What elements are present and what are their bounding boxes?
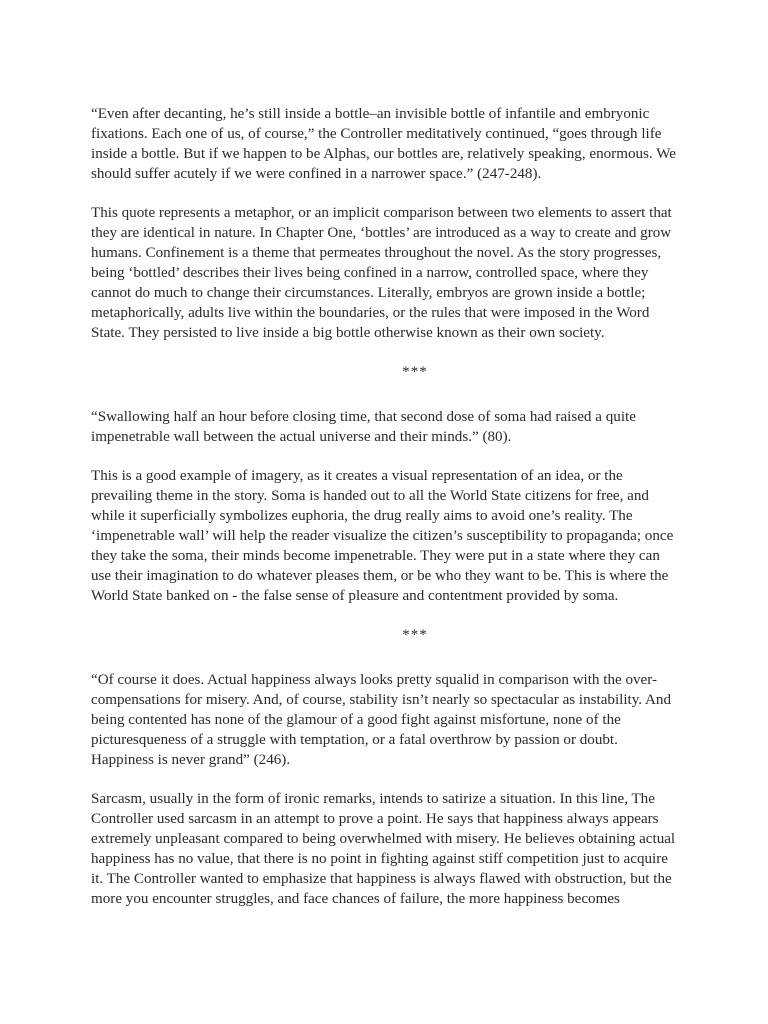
analysis-paragraph-2 bbox=[91, 466, 731, 606]
text-line: World State banked on - the false sense of pleasure and contentment provided by soma. bbox=[91, 588, 619, 604]
text-line: Sarcasm, usually in the form of ironic remarks, intends to satirize a situation. In this line, The bbox=[91, 791, 655, 807]
text-line: This quote represents a metaphor, or an implicit comparison between two elements to assert that bbox=[91, 205, 672, 221]
text-line: metaphorically, adults live within the boundaries, or the rules that were imposed in the Word bbox=[91, 305, 650, 321]
section-separator: *** bbox=[402, 627, 428, 643]
text-line: they take the soma, their minds become impenetrable. They were put in a state where they can bbox=[91, 548, 660, 564]
text-line: picturesqueness of a struggle with temptation, or a fatal overthrow by passion or doubt. bbox=[91, 732, 618, 748]
text-line: cannot do much to change their circumstances. Literally, embryos are grown inside a bottle; bbox=[91, 285, 646, 301]
text-line: use their imagination to do whatever pleases them, or be who they want to be. This is where the bbox=[91, 568, 669, 584]
text-line: should suffer acutely if we were confined in a narrower space.” (247-248). bbox=[91, 166, 542, 182]
text-line: This is a good example of imagery, as it creates a visual representation of an idea, or the bbox=[91, 468, 623, 484]
text-line: they are identical in nature. In Chapter One, ‘bottles’ are introduced as a way to create and grow bbox=[91, 225, 672, 241]
text-line: extremely unpleasant compared to being overwhelmed with misery. He believes obtaining actual bbox=[91, 831, 676, 847]
quote-paragraph-3 bbox=[91, 670, 731, 770]
text-line: being contented has none of the glamour of a good fight against misfortune, none of the bbox=[91, 712, 621, 728]
section-separator: *** bbox=[402, 364, 428, 380]
text-line: Happiness is never grand” (246). bbox=[91, 752, 291, 768]
text-line: “Of course it does. Actual happiness always looks pretty squalid in comparison with the over- bbox=[91, 672, 658, 688]
text-line: “Swallowing half an hour before closing time, that second dose of soma had raised a quite bbox=[91, 409, 636, 425]
text-line: while it superficially symbolizes euphoria, the drug really aims to avoid one’s reality. The bbox=[91, 508, 633, 524]
text-line: State. They persisted to live inside a big bottle otherwise known as their own society. bbox=[91, 325, 605, 341]
text-line: “Even after decanting, he’s still inside a bottle–an invisible bottle of infantile and embryonic bbox=[91, 106, 650, 122]
quote-paragraph-1 bbox=[91, 104, 731, 184]
text-line: it. The Controller wanted to emphasize that happiness is always flawed with obstruction, but the bbox=[91, 871, 672, 887]
text-line: more you encounter struggles, and face chances of failure, the more happiness becomes bbox=[91, 891, 620, 907]
quote-paragraph-2 bbox=[91, 407, 731, 447]
analysis-paragraph-1 bbox=[91, 203, 731, 343]
text-line: compensations for misery. And, of course, stability isn’t nearly so spectacular as instability. And bbox=[91, 692, 672, 708]
document-page bbox=[91, 104, 731, 928]
text-line: inside a bottle. But if we happen to be Alphas, our bottles are, relatively speaking, enormous. We bbox=[91, 146, 676, 162]
text-line: fixations. Each one of us, of course,” the Controller meditatively continued, “goes through life bbox=[91, 126, 662, 142]
text-line: impenetrable wall between the actual universe and their minds.” (80). bbox=[91, 429, 512, 445]
text-line: prevailing theme in the story. Soma is handed out to all the World State citizens for free, and bbox=[91, 488, 649, 504]
text-line: ‘impenetrable wall’ will help the reader visualize the citizen’s susceptibility to propaganda; once bbox=[91, 528, 674, 544]
text-line: Controller used sarcasm in an attempt to prove a point. He says that happiness always appears bbox=[91, 811, 659, 827]
text-line: happiness has no value, that there is no point in fighting against stiff competition just to acquire bbox=[91, 851, 668, 867]
analysis-paragraph-3 bbox=[91, 789, 731, 909]
text-line: humans. Confinement is a theme that permeates throughout the novel. As the story progresses, bbox=[91, 245, 662, 261]
text-line: being ‘bottled’ describes their lives being confined in a narrow, controlled space, where they bbox=[91, 265, 649, 281]
